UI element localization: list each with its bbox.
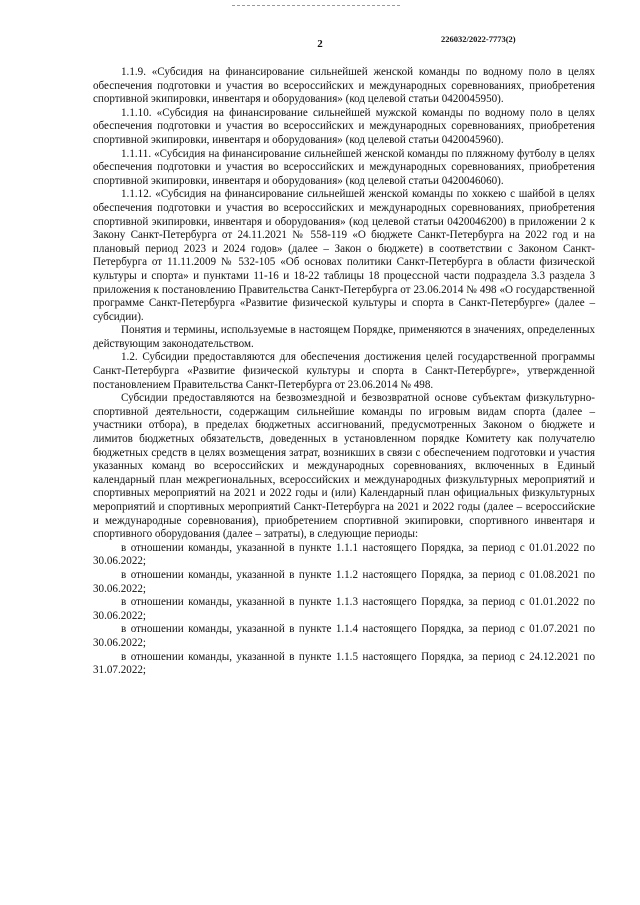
top-divider <box>232 5 400 6</box>
period-item: в отношении команды, указанной в пункте 1.1.3 настоящего Порядка, за период с 01.01.2022 по 30.06.2022; <box>93 596 595 622</box>
paragraph-1-2: 1.2. Субсидии предоставляются для обеспечения достижения целей государственной программы Санкт-Петербурга «Развитие физической культуры и спорта в Санкт-Петербурге», утвержденной постановлением Правительства Санкт-Петербурга от 23.06.2014 № 498. <box>93 351 595 391</box>
paragraph-subsidies: Субсидии предоставляются на безвозмездной и безвозвратной основе субъектам физкультурно-спортивной деятельности, содержащим сильнейшие команды по игровым видам спорта (далее – участники отбора), в пределах бюджетных ассигнований, предусмотренных Законом о бюджете и лимитов бюджетных обязательств, доведенных в установленном порядке Комитету как получателю бюджетных средств в целях возмещения затрат, возникших в связи с обеспечением подготовки и участия указанных команд во всероссийских и международных соревнованиях, включенных в Единый календарный план межрегиональных, всероссийских и международных физкультурных мероприятий и спортивных мероприятий на 2021 и 2022 годы и (или) Календарный план официальных физкультурных мероприятий и спортивных мероприятий Санкт-Петербурга на 2021 и 2022 годы (далее – всероссийские и международные соревнования), приобретением спортивной экипировки, спортивного инвентаря и спортивного оборудования (далее – затраты), в следующие периоды: <box>93 392 595 541</box>
period-item: в отношении команды, указанной в пункте 1.1.1 настоящего Порядка, за период с 01.01.2022 по 30.06.2022; <box>93 541 595 568</box>
document-code: 226032/2022-7773(2) <box>441 34 516 44</box>
paragraph-1-1-11: 1.1.11. «Субсидия на финансирование сильнейшей женской команды по пляжному футболу в целях обеспечения подготовки и участия во всероссийских и международных соревнованиях, приобретения спортивной экипировки, инвентаря и оборудования» (код целевой статьи 0420046060). <box>93 147 595 187</box>
page-number: 2 <box>317 38 323 50</box>
paragraph-1-1-10: 1.1.10. «Субсидия на финансирование сильнейшей мужской команды по водному поло в целях обеспечения подготовки и участия во всероссийских и международных соревнованиях, приобретения спортивной экипировки, инвентаря и оборудования» (код целевой статьи 0420045960). <box>93 106 595 146</box>
document-body <box>93 66 595 678</box>
period-list <box>93 542 595 678</box>
period-item: в отношении команды, указанной в пункте 1.1.5 настоящего Порядка, за период с 24.12.2021 по 31.07.2022; <box>93 650 595 677</box>
paragraph-1-1-9: 1.1.9. «Субсидия на финансирование сильнейшей женской команды по водному поло в целях обеспечения подготовки и участия во всероссийских и международных соревнованиях, приобретения спортивной экипировки, инвентаря и оборудования» (код целевой статьи 0420045950). <box>93 66 595 106</box>
paragraph-1-1-12: 1.1.12. «Субсидия на финансирование сильнейшей женской команды по хоккею с шайбой в целях обеспечения подготовки и участия во всероссийских и международных соревнованиях, приобретения спортивной экипировки, инвентаря и оборудования» (код целевой статьи 0420046200) в приложении 2 к Закону Санкт-Петербурга от 24.11.2021 № 558-119 «О бюджете Санкт-Петербурга на 2022 год и на плановый период 2023 и 2024 годов» (далее – Закон о бюджете) в соответствии с Законом Санкт-Петербурга от 11.11.2009 № 532-105 «Об основах политики Санкт-Петербурга в области физической культуры и спорта» и пунктами 11-16 и 18-22 таблицы 18 процессной части подраздела 3.3 раздела 3 приложения к постановлению Правительства Санкт-Петербурга от 23.06.2014 № 498 «О государственной программе Санкт-Петербурга «Развитие физической культуры и спорта в Санкт-Петербурге» (далее – субсидии). <box>93 188 595 323</box>
period-item: в отношении команды, указанной в пункте 1.1.2 настоящего Порядка, за период с 01.08.2021 по 30.06.2022; <box>93 568 595 595</box>
paragraph-terms: Понятия и термины, используемые в настоящем Порядке, применяются в значениях, определенных действующим законодательством. <box>93 324 595 350</box>
period-item: в отношении команды, указанной в пункте 1.1.4 настоящего Порядка, за период с 01.07.2021 по 30.06.2022; <box>93 623 595 649</box>
